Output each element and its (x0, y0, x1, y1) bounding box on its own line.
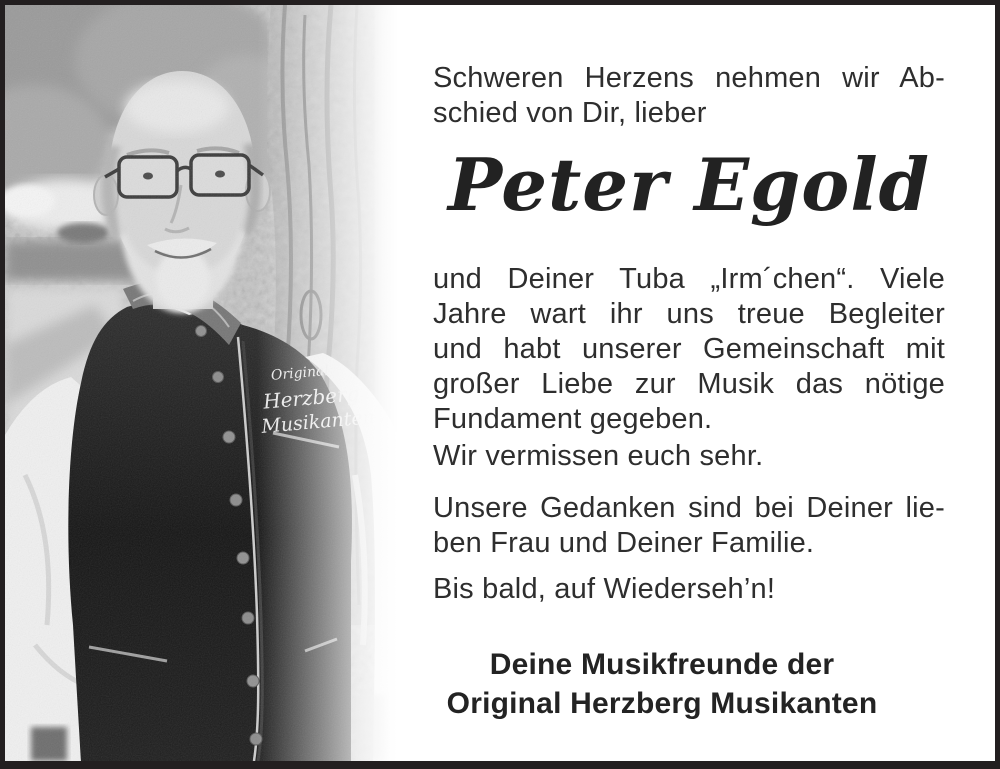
signature-line-1: Deine Musikfreunde der (489, 648, 835, 681)
tribute-line-2: Jahre wart ihr uns treue Begleiter (433, 298, 945, 330)
tribute-line-5: Fundament gegeben. (433, 403, 713, 435)
notice-text (433, 5, 945, 723)
tribute-line-4: großer Liebe zur Musik das nötige (433, 368, 945, 400)
intro-line-2: schied von Dir, lieber (433, 97, 707, 129)
missing-line: Wir vermissen euch sehr. (433, 440, 764, 472)
intro-paragraph (433, 61, 945, 131)
signature-line-2: Original Herzberg Musikanten (446, 687, 878, 720)
tribute-line-1: und Deiner Tuba „Irm´chen“. Viele (433, 263, 945, 295)
memorial-photo (5, 5, 398, 761)
thoughts-line-1: Unsere Gedanken sind bei Deiner lie- (433, 492, 945, 524)
thoughts-line-2: ben Frau und Deiner Familie. (433, 527, 815, 559)
intro-line-1: Schweren Herzens nehmen wir Ab- (433, 62, 945, 94)
signature-block (433, 645, 945, 723)
deceased-name: Peter Egold (447, 142, 931, 227)
farewell-line: Bis bald, auf Wiederseh’n! (433, 573, 776, 605)
tribute-paragraph (433, 262, 945, 437)
tribute-line-3: und habt unserer Gemeinschaft mit (433, 333, 945, 365)
photo-fade (257, 5, 398, 761)
memorial-photo-svg (5, 5, 398, 761)
thoughts-paragraph (433, 491, 945, 561)
